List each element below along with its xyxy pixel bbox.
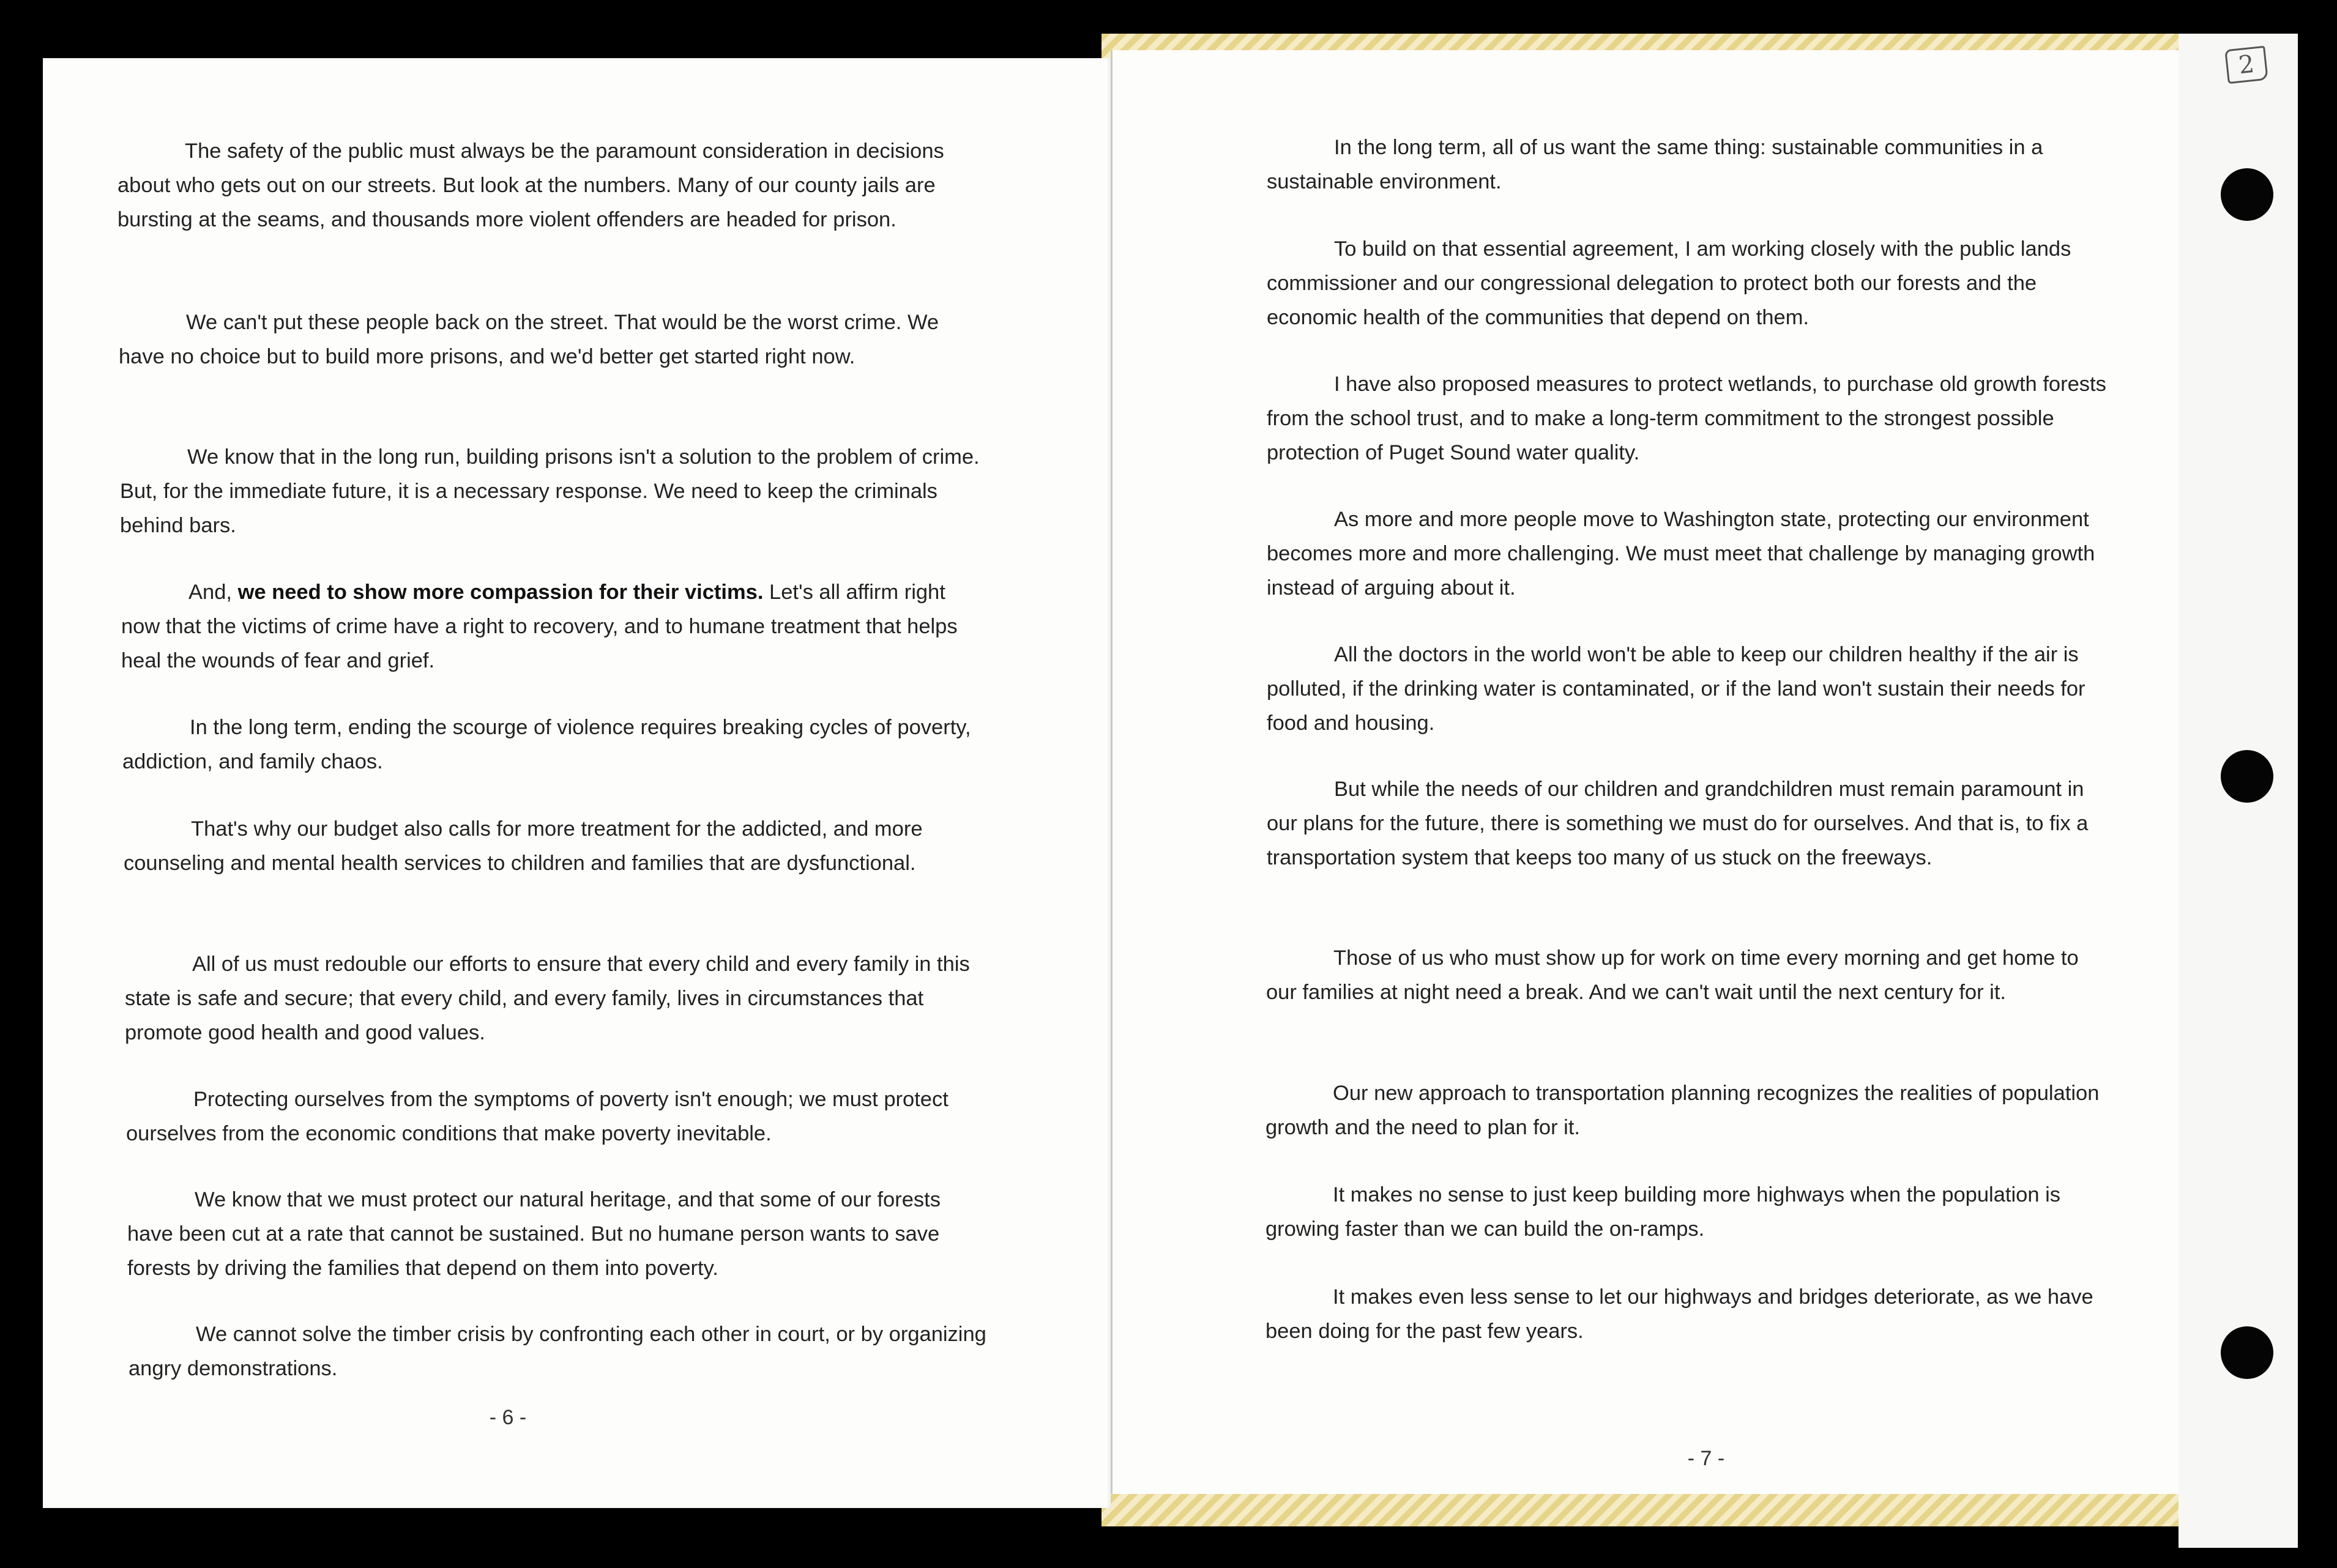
left-paragraph-2: We can't put these people back on the street. That would be the worst crime. We have no choice but to build more prisons, and we'd better get started right now. xyxy=(119,311,939,368)
page-number-7: - 7 - xyxy=(1687,1447,1725,1470)
left-paragraph-5: In the long term, ending the scourge of violence requires breaking cycles of poverty, addiction, and family chaos. xyxy=(122,716,971,773)
handwritten-page-mark: 2 xyxy=(2224,46,2268,84)
right-paragraph-2: To build on that essential agreement, I am working closely with the public lands commissioner and our congressional delegation to protect both our forests and the economic health of the communities that depend on them. xyxy=(1267,237,2071,329)
punch-hole-bottom xyxy=(2221,1326,2273,1379)
left-paragraph-3: We know that in the long run, building prisons isn't a solution to the problem of crime. But, for the immediate future, it is a necessary response. We need to keep the criminals behind bars. xyxy=(120,445,980,537)
right-paragraph-6: But while the needs of our children and grandchildren must remain paramount in our plans for the future, there is something we must do for ourselves. And that is, to fix a transportation system that keeps too many of us stuck on the freeways. xyxy=(1267,778,2089,869)
right-paragraph-8: Our new approach to transportation planning recognizes the realities of population growth and the need to plan for it. xyxy=(1265,1082,2100,1139)
right-paragraph-9: It makes no sense to just keep building more highways when the population is growing faster than we can build the on-ramps. xyxy=(1265,1183,2061,1241)
punch-hole-middle xyxy=(2221,750,2273,803)
left-page xyxy=(43,58,1111,1508)
left-paragraph-9: We know that we must protect our natural heritage, and that some of our forests have been cut at a rate that cannot be sustained. But no humane person wants to save forests by driving the families that depend on them into poverty. xyxy=(127,1188,941,1280)
left-paragraph-1: The safety of the public must always be the paramount consideration in decisions about who gets out on our streets. But look at the numbers. Many of our county jails are bursting at the seams, and thousands more violent offenders are headed for prison. xyxy=(117,139,944,231)
right-paragraph-3: I have also proposed measures to protect wetlands, to purchase old growth forests from the school trust, and to make a long-term commitment to the strongest possible protection of Puget Sound water quality. xyxy=(1267,373,2106,464)
punch-hole-top xyxy=(2221,168,2273,221)
right-paragraph-5: All the doctors in the world won't be able to keep our children healthy if the air is polluted, if the drinking water is contaminated, or if the land won't sustain their needs for food and housing. xyxy=(1267,643,2085,735)
right-paragraph-7: Those of us who must show up for work on time every morning and get home to our families at night need a break. And we can't wait until the next century for it. xyxy=(1266,946,2079,1004)
right-paragraph-1: In the long term, all of us want the same thing: sustainable communities in a sustainable environment. xyxy=(1267,136,2043,193)
left-paragraph-10: We cannot solve the timber crisis by confronting each other in court, or by organizing angry demonstrations. xyxy=(129,1323,986,1380)
left-paragraph-8: Protecting ourselves from the symptoms of poverty isn't enough; we must protect ourselves from the economic conditions that make poverty inevitable. xyxy=(126,1088,949,1145)
right-paragraph-4: As more and more people move to Washington state, protecting our environment becomes more and more challenging. We must meet that challenge by managing growth instead of arguing about it. xyxy=(1267,508,2095,600)
left-paragraph-7: All of us must redouble our efforts to ensure that every child and every family in this state is safe and secure; that every child, and every family, lives in circumstances that promote good health and good values. xyxy=(125,953,970,1044)
page-number-6: - 6 - xyxy=(489,1406,527,1429)
right-paragraph-10: It makes even less sense to let our highways and bridges deteriorate, as we have been doing for the past few years. xyxy=(1265,1285,2093,1343)
paragraph-lead: And, xyxy=(188,581,238,604)
bold-emphasis: we need to show more compassion for their victims. xyxy=(237,581,764,604)
right-page xyxy=(1111,50,2188,1494)
left-paragraph-4 xyxy=(121,575,978,678)
paragraph-rest: Let's all affirm right now that the victims of crime have a right to recovery, and to humane treatment that helps heal the wounds of fear and grief. xyxy=(121,581,958,672)
left-paragraph-6: That's why our budget also calls for more treatment for the addicted, and more counseling and mental health services to children and families that are dysfunctional. xyxy=(124,817,923,875)
